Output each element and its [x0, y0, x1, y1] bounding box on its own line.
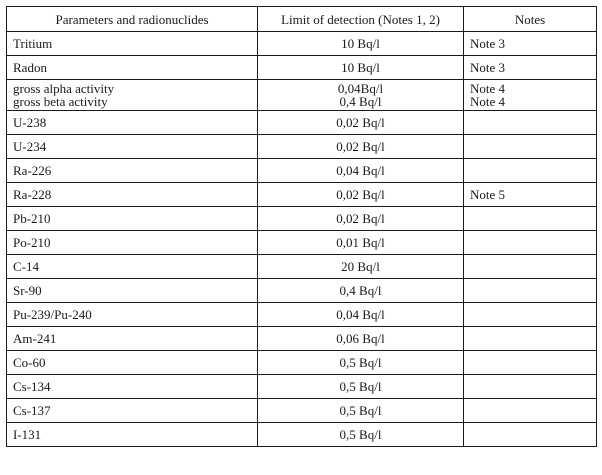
limit-cell: 0,02 Bq/l	[258, 111, 464, 135]
parameter-cell: Ra-226	[7, 159, 258, 183]
table-row	[7, 56, 597, 80]
limit-cell	[258, 80, 464, 111]
table-row	[7, 159, 597, 183]
parameter-cell: U-234	[7, 135, 258, 159]
parameter-cell: I-131	[7, 423, 258, 447]
parameter-cell: Tritium	[7, 32, 258, 56]
note-cell	[464, 207, 597, 231]
limit-cell: 0,06 Bq/l	[258, 327, 464, 351]
limit-cell: 0,5 Bq/l	[258, 375, 464, 399]
limit-cell: 0,5 Bq/l	[258, 423, 464, 447]
table-row	[7, 111, 597, 135]
table-row	[7, 303, 597, 327]
header-notes: Notes	[464, 7, 597, 32]
header-limit-of-detection: Limit of detection (Notes 1, 2)	[258, 7, 464, 32]
note-cell	[464, 375, 597, 399]
note-cell	[464, 423, 597, 447]
note-cell	[464, 279, 597, 303]
note-cell	[464, 231, 597, 255]
table-row	[7, 351, 597, 375]
limit-cell: 0,5 Bq/l	[258, 351, 464, 375]
table-row	[7, 32, 597, 56]
table-header-row	[7, 7, 597, 32]
note-cell	[464, 351, 597, 375]
table-row	[7, 423, 597, 447]
parameter-line: gross alpha activity	[13, 81, 115, 96]
parameter-cell: U-238	[7, 111, 258, 135]
table-row	[7, 207, 597, 231]
table-row	[7, 183, 597, 207]
note-line: Note 4	[470, 94, 506, 109]
note-cell	[464, 135, 597, 159]
table-row	[7, 327, 597, 351]
limit-cell: 0,02 Bq/l	[258, 183, 464, 207]
parameter-cell	[7, 80, 258, 111]
radionuclide-table-container	[6, 6, 596, 447]
note-line: Note 4	[470, 81, 506, 96]
limit-cell: 0,02 Bq/l	[258, 135, 464, 159]
parameter-cell: Ra-228	[7, 183, 258, 207]
parameter-cell: Cs-137	[7, 399, 258, 423]
table-row	[7, 375, 597, 399]
note-cell	[464, 159, 597, 183]
limit-cell: 0,02 Bq/l	[258, 207, 464, 231]
table-row	[7, 80, 597, 111]
note-cell: Note 3	[464, 32, 597, 56]
parameter-cell: Po-210	[7, 231, 258, 255]
table-row	[7, 231, 597, 255]
limit-cell: 20 Bq/l	[258, 255, 464, 279]
parameter-cell: Am-241	[7, 327, 258, 351]
note-cell	[464, 399, 597, 423]
parameter-cell: Pu-239/Pu-240	[7, 303, 258, 327]
note-cell	[464, 255, 597, 279]
table-row	[7, 255, 597, 279]
limit-cell: 0,5 Bq/l	[258, 399, 464, 423]
note-cell	[464, 303, 597, 327]
note-cell	[464, 80, 597, 111]
table-row	[7, 135, 597, 159]
parameter-cell: Cs-134	[7, 375, 258, 399]
limit-cell: 10 Bq/l	[258, 32, 464, 56]
limit-cell: 0,04 Bq/l	[258, 303, 464, 327]
limit-cell: 0,4 Bq/l	[258, 279, 464, 303]
limit-cell: 0,01 Bq/l	[258, 231, 464, 255]
note-cell	[464, 111, 597, 135]
table-row	[7, 279, 597, 303]
limit-line: 0,4 Bq/l	[339, 94, 382, 109]
limit-cell: 10 Bq/l	[258, 56, 464, 80]
parameter-cell: Sr-90	[7, 279, 258, 303]
parameter-cell: Radon	[7, 56, 258, 80]
parameter-line: gross beta activity	[13, 94, 108, 109]
limit-cell: 0,04 Bq/l	[258, 159, 464, 183]
note-cell: Note 3	[464, 56, 597, 80]
parameter-cell: Pb-210	[7, 207, 258, 231]
limit-line: 0,04Bq/l	[337, 81, 384, 96]
note-cell	[464, 327, 597, 351]
parameter-cell: Co-60	[7, 351, 258, 375]
parameter-cell: C-14	[7, 255, 258, 279]
radionuclide-detection-table	[6, 6, 597, 447]
header-parameters: Parameters and radionuclides	[7, 7, 258, 32]
table-row	[7, 399, 597, 423]
note-cell: Note 5	[464, 183, 597, 207]
